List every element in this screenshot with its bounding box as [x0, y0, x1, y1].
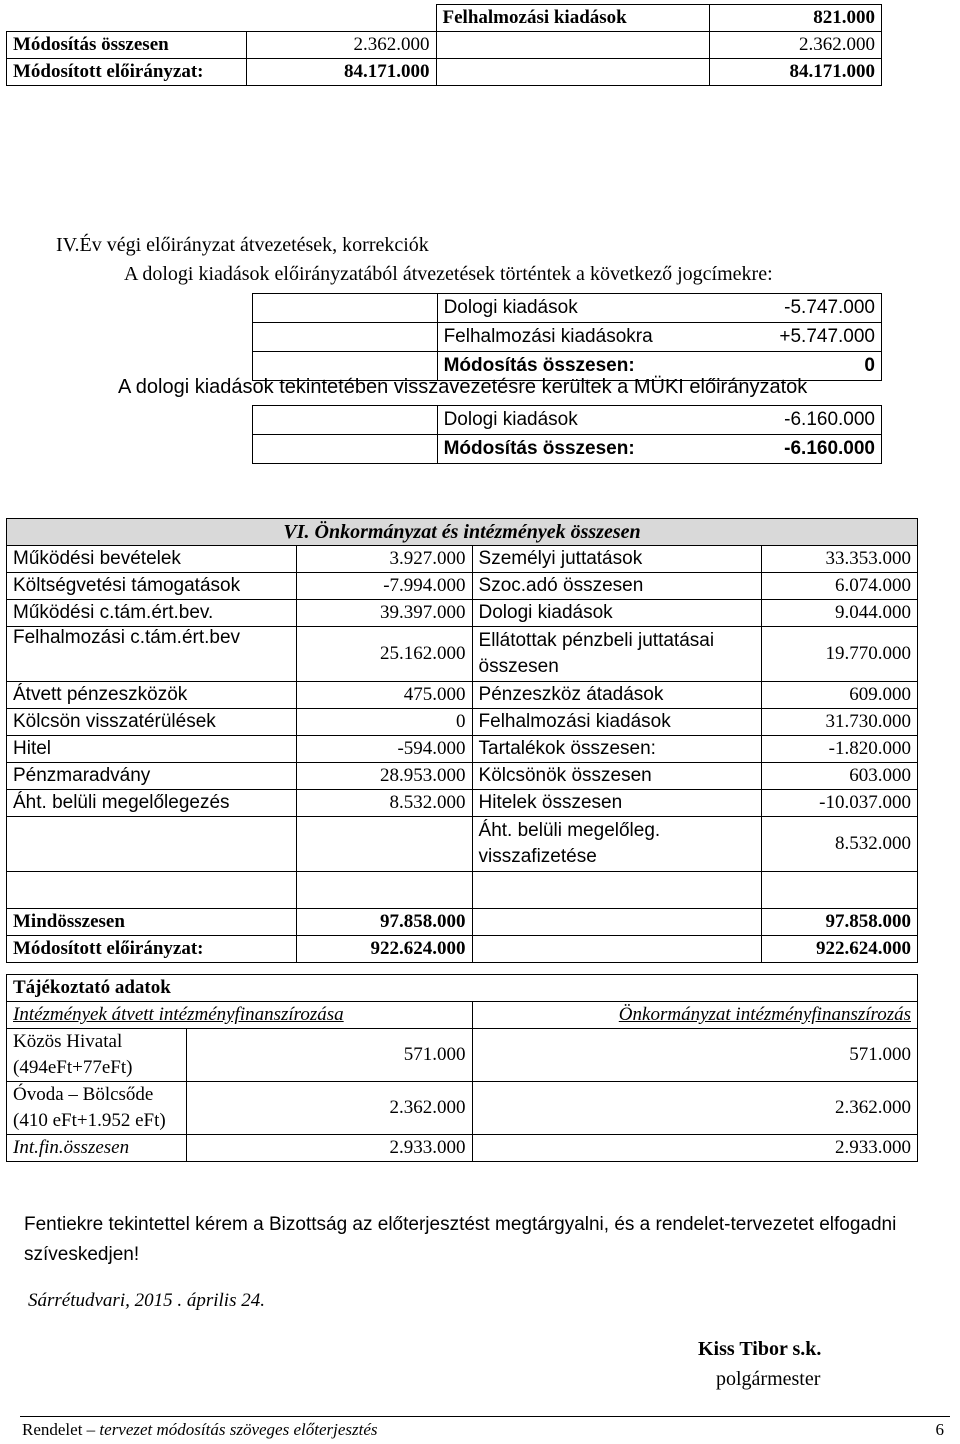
page-footer	[22, 1420, 944, 1440]
table-row	[7, 519, 918, 546]
row-label: Mindösszesen	[7, 909, 297, 936]
row-label: Felhalmozási kiadásokra	[443, 326, 653, 347]
row-label: Dologi kiadások	[472, 600, 762, 627]
signer-name: Kiss Tibor s.k.	[698, 1338, 822, 1360]
total-row	[7, 909, 918, 936]
row-value: -10.037.000	[762, 790, 918, 817]
row-label	[7, 817, 297, 872]
info-table	[6, 974, 918, 1162]
footer-divider	[20, 1416, 950, 1417]
row-label: Tartalékok összesen:	[472, 736, 762, 763]
row-value: 39.397.000	[296, 600, 472, 627]
row-label: Felhalmozási c.tám.ért.bev	[7, 627, 297, 682]
row-value: 571.000	[186, 1029, 472, 1082]
row-label: Módosítás összesen	[7, 32, 247, 59]
row-value: 97.858.000	[762, 909, 918, 936]
row-value: 31.730.000	[762, 709, 918, 736]
table-row	[7, 1082, 918, 1135]
table-row	[7, 1029, 918, 1082]
row-value: 922.624.000	[762, 936, 918, 963]
row-label: Áht. belüli megelőleg. visszafizetése	[472, 817, 762, 872]
row-value: 9.044.000	[762, 600, 918, 627]
table-row	[7, 790, 918, 817]
row-label: Személyi juttatások	[472, 546, 762, 573]
row-label: Módosított előirányzat:	[7, 936, 297, 963]
row-value: 6.074.000	[762, 573, 918, 600]
table-row	[7, 1002, 918, 1029]
row-value: -6.160.000	[784, 438, 875, 459]
row-label: Közös Hivatal (494eFt+77eFt)	[7, 1029, 187, 1082]
table-row	[253, 323, 882, 352]
row-label: Felhalmozási kiadások	[436, 5, 710, 32]
row-value: 84.171.000	[246, 59, 436, 86]
row-label: Működési bevételek	[7, 546, 297, 573]
row-label: Kölcsönök összesen	[472, 763, 762, 790]
row-value: 8.532.000	[296, 790, 472, 817]
muki-table	[252, 405, 882, 464]
row-value: -594.000	[296, 736, 472, 763]
row-label: Dologi kiadások	[443, 297, 578, 318]
table-row	[7, 573, 918, 600]
row-value: 609.000	[762, 682, 918, 709]
row-value: 25.162.000	[296, 627, 472, 682]
row-value: -7.994.000	[296, 573, 472, 600]
row-value: 603.000	[762, 763, 918, 790]
row-value: 33.353.000	[762, 546, 918, 573]
section-iv-subtitle: A dologi kiadások előirányzatából átvezetések történtek a következő jogcímekre:	[124, 263, 773, 285]
table-row	[7, 763, 918, 790]
table-row	[7, 600, 918, 627]
row-value: 2.362.000	[710, 32, 882, 59]
row-value: 28.953.000	[296, 763, 472, 790]
table-row	[7, 1135, 918, 1162]
row-value: -6.160.000	[784, 409, 875, 430]
info-title: Tájékoztató adatok	[7, 975, 918, 1002]
table-row	[7, 682, 918, 709]
row-label: Módosított előirányzat:	[7, 59, 247, 86]
row-value: 475.000	[296, 682, 472, 709]
row-value: 0	[296, 709, 472, 736]
table-row	[7, 546, 918, 573]
row-label: Ellátottak pénzbeli juttatásai összesen	[472, 627, 762, 682]
table-row	[253, 406, 882, 435]
row-value: 0	[864, 355, 875, 376]
row-value: 19.770.000	[762, 627, 918, 682]
table-row	[7, 59, 882, 86]
row-value: -5.747.000	[784, 297, 875, 318]
footer-text	[22, 1420, 378, 1440]
row-value: 2.933.000	[186, 1135, 472, 1162]
transfer-table	[252, 293, 882, 381]
row-label: Áht. belüli megelőlegezés	[7, 790, 297, 817]
row-value: 2.362.000	[246, 32, 436, 59]
row-label: Hitelek összesen	[472, 790, 762, 817]
row-label: Pénzeszköz átadások	[472, 682, 762, 709]
row-label: Módosítás összesen:	[443, 438, 635, 459]
row-label: Működési c.tám.ért.bev.	[7, 600, 297, 627]
row-label: Dologi kiadások	[443, 409, 578, 430]
table-row	[7, 709, 918, 736]
row-label: Felhalmozási kiadások	[472, 709, 762, 736]
section-iv-title: IV.Év végi előirányzat átvezetések, korrekciók	[56, 234, 429, 256]
row-value: 8.532.000	[762, 817, 918, 872]
row-value: 3.927.000	[296, 546, 472, 573]
section-vi-title: VI. Önkormányzat és intézmények összesen	[7, 519, 918, 546]
table-row	[7, 736, 918, 763]
row-value	[296, 817, 472, 872]
row-value: 97.858.000	[296, 909, 472, 936]
row-value: 84.171.000	[710, 59, 882, 86]
muki-note: A dologi kiadások tekintetében visszavezetésre kerültek a MÜKI előirányzatok	[118, 376, 808, 398]
table-row	[7, 627, 918, 682]
row-value: 2.933.000	[472, 1135, 917, 1162]
footer-title: tervezet módosítás szöveges előterjesztés	[99, 1420, 378, 1439]
signer-role: polgármester	[716, 1368, 821, 1390]
row-value: 821.000	[710, 5, 882, 32]
modified-row	[7, 936, 918, 963]
row-label: Pénzmaradvány	[7, 763, 297, 790]
table-row	[253, 294, 882, 323]
row-label: Hitel	[7, 736, 297, 763]
table-row	[7, 32, 882, 59]
modification-summary-table	[6, 4, 882, 86]
row-value: +5.747.000	[779, 326, 875, 347]
place-date: Sárrétudvari, 2015 . április 24.	[28, 1290, 265, 1311]
row-label: Óvoda – Bölcsőde (410 eFt+1.952 eFt)	[7, 1082, 187, 1135]
row-label: Költségvetési támogatások	[7, 573, 297, 600]
row-label: Módosítás összesen:	[443, 355, 635, 376]
footer-prefix: Rendelet –	[22, 1420, 100, 1439]
closing-paragraph: Fentiekre tekintettel kérem a Bizottság az előterjesztést megtárgyalni, és a rendelet-tervezetet elfogadni szíveskedjen!	[24, 1214, 897, 1265]
row-label: Átvett pénzeszközök	[7, 682, 297, 709]
row-value: 2.362.000	[472, 1082, 917, 1135]
row-value: 922.624.000	[296, 936, 472, 963]
info-header-left: Intézmények átvett intézményfinanszírozása	[7, 1002, 473, 1029]
row-label: Kölcsön visszatérülések	[7, 709, 297, 736]
row-label: Int.fin.összesen	[7, 1135, 187, 1162]
page-number: 6	[935, 1420, 944, 1439]
row-label: Szoc.adó összesen	[472, 573, 762, 600]
table-row	[7, 5, 882, 32]
section-vi-table	[6, 518, 918, 963]
table-row	[253, 435, 882, 464]
info-header-right: Önkormányzat intézményfinanszírozás	[472, 1002, 917, 1029]
row-value: 2.362.000	[186, 1082, 472, 1135]
table-row	[7, 817, 918, 872]
row-value: 571.000	[472, 1029, 917, 1082]
row-value: -1.820.000	[762, 736, 918, 763]
table-row	[7, 975, 918, 1002]
